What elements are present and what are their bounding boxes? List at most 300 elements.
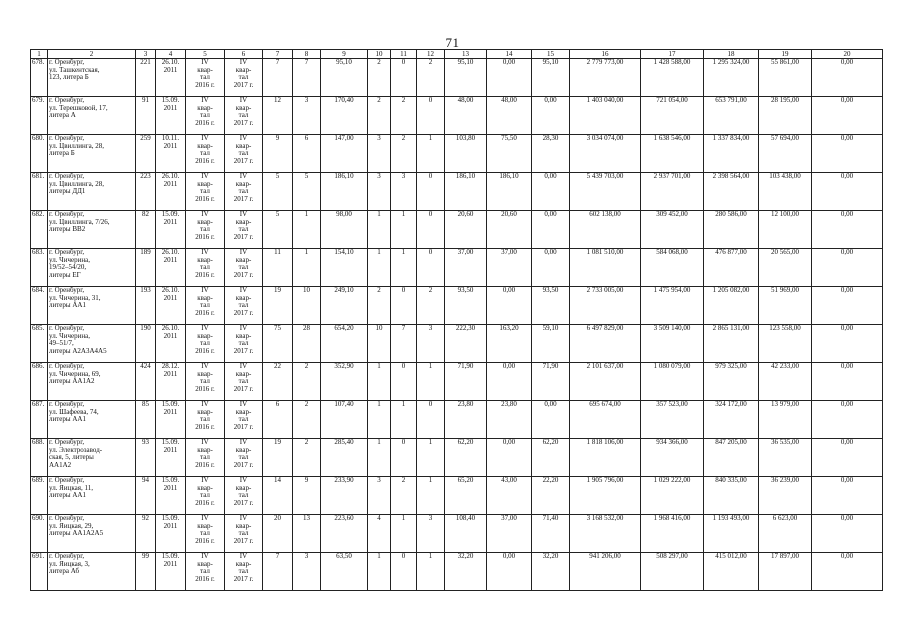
cell-col15: 0,00	[532, 401, 570, 439]
quarter-cell-5	[186, 59, 225, 97]
quarter-cell-6-line: квар-	[235, 103, 252, 112]
cell-col3: 193	[136, 287, 156, 325]
table-row	[31, 287, 883, 325]
quarter-cell-6-line: 2017 г.	[233, 384, 254, 393]
quarter-cell-6-line: IV	[239, 476, 248, 484]
address-cell-line: г. Оренбург,	[49, 286, 85, 294]
row-number: 687.	[31, 401, 48, 439]
quarter-cell-6	[225, 325, 263, 363]
table-row	[31, 477, 883, 515]
cell-col18: 280 586,00	[704, 211, 759, 249]
cell-col15: 32,20	[532, 553, 570, 591]
date-cell-line: 2011	[163, 559, 178, 568]
cell-col19: 57 694,00	[759, 135, 812, 173]
cell-col8: 1	[293, 211, 321, 249]
quarter-cell-5-line: 2016 г.	[195, 118, 215, 127]
cell-col12: 3	[417, 325, 445, 363]
cell-col15: 62,20	[532, 439, 570, 477]
row-number: 690.	[31, 515, 48, 553]
quarter-cell-6-line: квар-	[235, 65, 252, 74]
quarter-cell-5-line: 2016 г.	[195, 422, 215, 431]
quarter-cell-6	[225, 97, 263, 135]
column-number-9: 9	[321, 50, 368, 59]
quarter-cell-6-line: IV	[239, 552, 248, 560]
cell-col10: 3	[368, 135, 391, 173]
address-cell-line: г. Оренбург,	[49, 438, 85, 446]
quarter-cell-5-line: тал	[200, 225, 210, 234]
quarter-cell-5-line: квар-	[197, 331, 213, 340]
cell-col19: 51 969,00	[759, 287, 812, 325]
address-cell-line: 123, литера Б	[49, 73, 89, 82]
cell-col19: 28 195,00	[759, 97, 812, 135]
column-number-14: 14	[487, 50, 532, 59]
address-cell-line: ул. Цвиллинга, 28,	[49, 179, 104, 188]
quarter-cell-5	[186, 401, 225, 439]
cell-col8: 5	[293, 173, 321, 211]
table-row	[31, 553, 883, 591]
quarter-cell-5-line: IV	[201, 134, 209, 142]
column-number-row	[31, 50, 883, 59]
address-cell	[48, 439, 136, 477]
quarter-cell-5-line: квар-	[197, 369, 213, 378]
quarter-cell-5	[186, 439, 225, 477]
quarter-cell-6-line: квар-	[235, 369, 252, 378]
quarter-cell-6	[225, 477, 263, 515]
cell-col9: 352,90	[321, 363, 368, 401]
cell-col7: 19	[263, 287, 293, 325]
cell-col10: 4	[368, 515, 391, 553]
cell-col16: 3 168 532,00	[570, 515, 641, 553]
quarter-cell-6-line: 2017 г.	[233, 270, 254, 279]
table-row	[31, 173, 883, 211]
quarter-cell-5	[186, 249, 225, 287]
cell-col12: 2	[417, 287, 445, 325]
cell-col11: 1	[391, 249, 417, 287]
quarter-cell-5-line: 2016 г.	[195, 80, 215, 89]
cell-col13: 48,00	[445, 97, 487, 135]
cell-col8: 10	[293, 287, 321, 325]
cell-col12: 1	[417, 553, 445, 591]
cell-col17: 1 475 954,00	[641, 287, 704, 325]
quarter-cell-6-line: IV	[239, 172, 248, 180]
cell-col17: 1 029 222,00	[641, 477, 704, 515]
quarter-cell-5-line: IV	[201, 362, 209, 370]
cell-col15: 93,50	[532, 287, 570, 325]
address-cell-line: литеры АА1	[49, 491, 86, 500]
cell-col10: 2	[368, 287, 391, 325]
cell-col8: 3	[293, 97, 321, 135]
quarter-cell-5-line: IV	[201, 210, 209, 218]
row-number: 681.	[31, 173, 48, 211]
quarter-cell-5-line: IV	[201, 400, 209, 408]
cell-col3: 424	[136, 363, 156, 401]
quarter-cell-5-line: тал	[200, 301, 210, 310]
cell-col9: 223,60	[321, 515, 368, 553]
quarter-cell-6-line: тал	[238, 111, 249, 120]
column-number-12: 12	[417, 50, 445, 59]
quarter-cell-6-line: 2017 г.	[233, 194, 254, 203]
cell-col15: 95,10	[532, 59, 570, 97]
cell-col7: 19	[263, 439, 293, 477]
quarter-cell-5-line: IV	[201, 514, 209, 522]
date-cell-line: 15.09.	[161, 400, 180, 408]
quarter-cell-6-line: IV	[239, 58, 248, 66]
table-row	[31, 135, 883, 173]
cell-col7: 5	[263, 211, 293, 249]
cell-col13: 37,00	[445, 249, 487, 287]
cell-col9: 249,10	[321, 287, 368, 325]
cell-col11: 0	[391, 439, 417, 477]
quarter-cell-6-line: тал	[238, 263, 249, 272]
cell-col16: 602 138,00	[570, 211, 641, 249]
quarter-cell-5	[186, 363, 225, 401]
row-number: 691.	[31, 553, 48, 591]
address-cell-line: ул. Терешковой, 17,	[49, 103, 108, 112]
cell-col3: 82	[136, 211, 156, 249]
cell-col14: 20,60	[487, 211, 532, 249]
address-cell-line: ул. Яицкая, 11,	[49, 483, 93, 492]
quarter-cell-6-line: квар-	[235, 559, 252, 568]
quarter-cell-5-line: тал	[200, 111, 210, 120]
address-cell-line: г. Оренбург,	[49, 248, 85, 256]
cell-col8: 9	[293, 477, 321, 515]
cell-col13: 20,60	[445, 211, 487, 249]
quarter-cell-5-line: 2016 г.	[195, 536, 215, 545]
cell-col15: 28,30	[532, 135, 570, 173]
address-cell	[48, 477, 136, 515]
table-row	[31, 97, 883, 135]
date-cell-line: 10.11.	[161, 134, 180, 142]
quarter-cell-5-line: IV	[201, 248, 209, 256]
date-cell-line: 15.09.	[161, 552, 180, 560]
cell-col17: 3 509 140,00	[641, 325, 704, 363]
cell-col15: 0,00	[532, 173, 570, 211]
table-body	[31, 59, 883, 591]
quarter-cell-6-line: тал	[238, 149, 249, 158]
date-cell	[156, 97, 186, 135]
cell-col8: 13	[293, 515, 321, 553]
quarter-cell-5-line: квар-	[197, 293, 213, 302]
cell-col16: 5 439 703,00	[570, 173, 641, 211]
cell-col18: 1 337 834,00	[704, 135, 759, 173]
date-cell-line: 2011	[163, 369, 178, 378]
table-row	[31, 401, 883, 439]
cell-col17: 508 297,00	[641, 553, 704, 591]
date-cell-line: 2011	[163, 179, 178, 188]
date-cell-line: 15.09.	[161, 514, 180, 522]
address-cell-line: ул. Яицкая, 29,	[49, 521, 94, 530]
quarter-cell-6-line: IV	[239, 96, 248, 104]
date-cell-line: 15.09.	[161, 438, 180, 446]
cell-col18: 2 865 131,00	[704, 325, 759, 363]
quarter-cell-5-line: квар-	[197, 407, 213, 416]
quarter-cell-5-line: тал	[200, 529, 210, 538]
cell-col8: 2	[293, 363, 321, 401]
address-cell	[48, 363, 136, 401]
quarter-cell-5	[186, 515, 225, 553]
cell-col7: 6	[263, 401, 293, 439]
cell-col3: 99	[136, 553, 156, 591]
quarter-cell-5-line: тал	[200, 339, 210, 348]
date-cell-line: 2011	[163, 483, 178, 492]
quarter-cell-5	[186, 97, 225, 135]
address-cell	[48, 135, 136, 173]
cell-col13: 71,90	[445, 363, 487, 401]
cell-col3: 190	[136, 325, 156, 363]
cell-col16: 2 733 005,00	[570, 287, 641, 325]
cell-col7: 7	[263, 553, 293, 591]
cell-col8: 7	[293, 59, 321, 97]
cell-col12: 3	[417, 515, 445, 553]
cell-col15: 71,90	[532, 363, 570, 401]
quarter-cell-6-line: 2017 г.	[233, 80, 254, 89]
cell-col7: 12	[263, 97, 293, 135]
cell-col15: 22,20	[532, 477, 570, 515]
cell-col13: 23,80	[445, 401, 487, 439]
address-cell-line: ул. Шафеева, 74,	[49, 407, 99, 416]
quarter-cell-6	[225, 211, 263, 249]
cell-col18: 653 791,00	[704, 97, 759, 135]
quarter-cell-5-line: 2016 г.	[195, 232, 215, 241]
cell-col20: 0,00	[812, 515, 883, 553]
cell-col11: 1	[391, 515, 417, 553]
cell-col15: 0,00	[532, 97, 570, 135]
cell-col17: 584 068,00	[641, 249, 704, 287]
cell-col14: 37,00	[487, 249, 532, 287]
cell-col7: 9	[263, 135, 293, 173]
cell-col9: 95,10	[321, 59, 368, 97]
quarter-cell-5-line: квар-	[197, 103, 213, 112]
quarter-cell-5-line: квар-	[197, 521, 213, 530]
quarter-cell-5-line: 2016 г.	[195, 460, 215, 469]
quarter-cell-6-line: квар-	[235, 483, 252, 492]
address-cell-line: ул. Электрозавод-	[49, 445, 103, 454]
cell-col3: 259	[136, 135, 156, 173]
address-cell-line: г. Оренбург,	[49, 172, 85, 180]
address-cell-line: ул. Цвиллинга, 28,	[49, 141, 104, 150]
cell-col14: 23,80	[487, 401, 532, 439]
address-cell-line: 19/52–54/20,	[49, 263, 87, 272]
cell-col18: 847 205,00	[704, 439, 759, 477]
cell-col10: 10	[368, 325, 391, 363]
date-cell-line: 2011	[163, 293, 178, 302]
cell-col7: 5	[263, 173, 293, 211]
quarter-cell-6-line: тал	[238, 491, 249, 500]
column-number-16: 16	[570, 50, 641, 59]
quarter-cell-6-line: IV	[239, 400, 248, 408]
quarter-cell-6-line: тал	[238, 377, 249, 386]
cell-col9: 147,00	[321, 135, 368, 173]
date-cell	[156, 249, 186, 287]
address-cell-line: литера Б	[49, 149, 75, 158]
date-cell	[156, 401, 186, 439]
quarter-cell-6-line: квар-	[235, 521, 252, 530]
cell-col15: 0,00	[532, 211, 570, 249]
cell-col8: 3	[293, 553, 321, 591]
address-cell-line: ул. Чичерина, 69,	[49, 369, 101, 378]
address-cell-line: г. Оренбург,	[49, 400, 85, 408]
quarter-cell-6-line: IV	[239, 210, 248, 218]
address-cell-line: г. Оренбург,	[49, 210, 85, 218]
address-cell	[48, 249, 136, 287]
cell-col13: 32,20	[445, 553, 487, 591]
quarter-cell-5-line: IV	[201, 324, 209, 332]
cell-col19: 13 979,00	[759, 401, 812, 439]
quarter-cell-5	[186, 325, 225, 363]
address-cell-line: литеры А2А3А4А5	[49, 346, 107, 355]
cell-col13: 95,10	[445, 59, 487, 97]
cell-col14: 75,50	[487, 135, 532, 173]
cell-col16: 2 101 637,00	[570, 363, 641, 401]
cell-col14: 48,00	[487, 97, 532, 135]
quarter-cell-6	[225, 249, 263, 287]
cell-col19: 55 861,00	[759, 59, 812, 97]
cell-col11: 0	[391, 553, 417, 591]
cell-col11: 2	[391, 135, 417, 173]
quarter-cell-5-line: IV	[201, 172, 209, 180]
quarter-cell-6-line: 2017 г.	[233, 308, 254, 317]
date-cell	[156, 173, 186, 211]
date-cell	[156, 211, 186, 249]
address-cell-line: 49–51/7,	[49, 339, 74, 348]
cell-col20: 0,00	[812, 59, 883, 97]
cell-col12: 0	[417, 173, 445, 211]
cell-col13: 108,40	[445, 515, 487, 553]
cell-col16: 3 034 074,00	[570, 135, 641, 173]
cell-col10: 1	[368, 401, 391, 439]
column-number-17: 17	[641, 50, 704, 59]
cell-col13: 103,80	[445, 135, 487, 173]
quarter-cell-6-line: квар-	[235, 445, 252, 454]
quarter-cell-6	[225, 363, 263, 401]
row-number: 689.	[31, 477, 48, 515]
cell-col3: 93	[136, 439, 156, 477]
quarter-cell-6-line: квар-	[235, 217, 252, 226]
column-number-18: 18	[704, 50, 759, 59]
address-cell-line: г. Оренбург,	[49, 476, 85, 484]
address-cell-line: литеры АА1	[49, 301, 86, 310]
cell-col14: 0,00	[487, 553, 532, 591]
cell-col3: 92	[136, 515, 156, 553]
quarter-cell-6-line: тал	[238, 187, 249, 196]
cell-col15: 71,40	[532, 515, 570, 553]
cell-col9: 98,00	[321, 211, 368, 249]
cell-col11: 2	[391, 97, 417, 135]
cell-col20: 0,00	[812, 553, 883, 591]
quarter-cell-5-line: IV	[201, 552, 209, 560]
cell-col12: 2	[417, 59, 445, 97]
cell-col10: 3	[368, 477, 391, 515]
quarter-cell-6-line: 2017 г.	[233, 460, 254, 469]
cell-col14: 37,00	[487, 515, 532, 553]
date-cell	[156, 59, 186, 97]
cell-col19: 17 897,00	[759, 553, 812, 591]
cell-col12: 0	[417, 211, 445, 249]
date-cell-line: 15.09.	[161, 476, 180, 484]
cell-col14: 0,00	[487, 59, 532, 97]
quarter-cell-6-line: тал	[238, 529, 249, 538]
address-cell-line: ул. Чичерина,	[49, 255, 90, 264]
address-cell-line: литера А	[49, 111, 76, 120]
cell-col11: 0	[391, 287, 417, 325]
cell-col20: 0,00	[812, 325, 883, 363]
cell-col10: 2	[368, 59, 391, 97]
cell-col15: 59,10	[532, 325, 570, 363]
cell-col3: 189	[136, 249, 156, 287]
quarter-cell-5-line: квар-	[197, 559, 213, 568]
address-cell-line: ул. Чичерина,	[49, 331, 90, 340]
quarter-cell-6	[225, 515, 263, 553]
quarter-cell-5-line: тал	[200, 453, 210, 462]
row-number: 678.	[31, 59, 48, 97]
row-number: 685.	[31, 325, 48, 363]
quarter-cell-5-line: тал	[200, 73, 210, 82]
address-cell-line: ул. Ташкентская,	[49, 65, 100, 74]
cell-col15: 0,00	[532, 249, 570, 287]
cell-col8: 6	[293, 135, 321, 173]
cell-col12: 1	[417, 363, 445, 401]
quarter-cell-6-line: IV	[239, 362, 248, 370]
cell-col8: 1	[293, 249, 321, 287]
cell-col20: 0,00	[812, 97, 883, 135]
quarter-cell-5-line: квар-	[197, 483, 213, 492]
date-cell-line: 2011	[163, 521, 178, 530]
cell-col7: 20	[263, 515, 293, 553]
cell-col19: 123 558,00	[759, 325, 812, 363]
quarter-cell-5-line: тал	[200, 567, 210, 576]
row-number: 679.	[31, 97, 48, 135]
date-cell	[156, 363, 186, 401]
cell-col17: 1 968 416,00	[641, 515, 704, 553]
cell-col10: 2	[368, 97, 391, 135]
cell-col20: 0,00	[812, 363, 883, 401]
quarter-cell-6-line: тал	[238, 339, 249, 348]
quarter-cell-6-line: тал	[238, 567, 249, 576]
quarter-cell-6-line: квар-	[235, 179, 252, 188]
address-cell-line: литеры АА1А2	[49, 377, 95, 386]
address-cell	[48, 287, 136, 325]
quarter-cell-6	[225, 553, 263, 591]
cell-col10: 3	[368, 173, 391, 211]
date-cell-line: 2011	[163, 103, 178, 112]
quarter-cell-6-line: 2017 г.	[233, 536, 254, 545]
date-cell-line: 2011	[163, 407, 178, 416]
date-cell-line: 15.09.	[161, 210, 180, 218]
quarter-cell-5-line: тал	[200, 377, 210, 386]
row-number: 684.	[31, 287, 48, 325]
quarter-cell-6-line: квар-	[235, 407, 252, 416]
cell-col19: 12 100,00	[759, 211, 812, 249]
quarter-cell-6	[225, 135, 263, 173]
date-cell	[156, 439, 186, 477]
table-row	[31, 59, 883, 97]
quarter-cell-6-line: тал	[238, 415, 249, 424]
address-cell	[48, 401, 136, 439]
cell-col18: 2 398 564,00	[704, 173, 759, 211]
cell-col13: 62,20	[445, 439, 487, 477]
date-cell-line: 26.10.	[161, 286, 180, 294]
quarter-cell-5	[186, 173, 225, 211]
cell-col9: 107,40	[321, 401, 368, 439]
quarter-cell-6-line: 2017 г.	[233, 156, 254, 165]
table-row	[31, 249, 883, 287]
cell-col16: 2 779 773,00	[570, 59, 641, 97]
date-cell	[156, 553, 186, 591]
row-number: 682.	[31, 211, 48, 249]
row-number: 688.	[31, 439, 48, 477]
cell-col3: 94	[136, 477, 156, 515]
quarter-cell-5-line: IV	[201, 438, 209, 446]
